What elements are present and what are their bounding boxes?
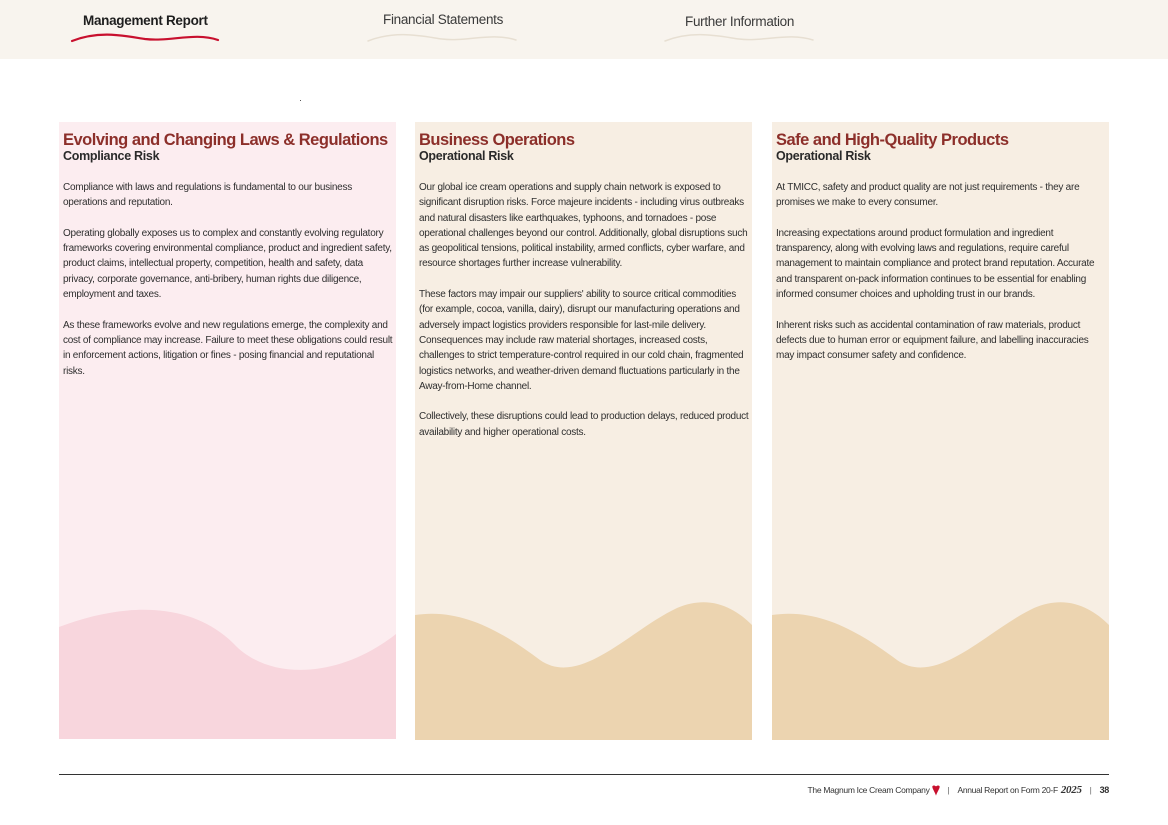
card-wave-decoration xyxy=(415,600,752,740)
card-title: Evolving and Changing Laws & Regulations xyxy=(63,131,388,149)
tab-underline xyxy=(663,32,815,44)
card-content xyxy=(419,131,749,455)
brand-heart-icon xyxy=(932,785,940,796)
risk-card-compliance xyxy=(59,122,396,739)
card-content xyxy=(776,131,1106,379)
footer-report-name: Annual Report on Form 20-F xyxy=(957,785,1058,795)
risk-card-business-operations xyxy=(415,122,752,740)
card-paragraph: These factors may impair our suppliers' ability to source critical commodities (for example, cocoa, vanilla, dairy), disrupt our manufacturing operations and adversely impact logistics providers responsible for last-mile delivery. Consequences may include raw material shortages, increased costs, challenges to strict temperature-control required in our cold chain, fragmented logistics networks, and weather-driven demand fluctuations particularly in the Away-from-Home channel. xyxy=(419,289,744,392)
tab-financial-statements[interactable] xyxy=(366,0,518,59)
card-paragraph: Inherent risks such as accidental contamination of raw materials, product defects due to human error or equipment failure, and labelling inaccuracies may impact consumer safety and confidence. xyxy=(776,319,1089,362)
tab-management-report[interactable] xyxy=(70,0,220,59)
card-paragraph: At TMICC, safety and product quality are not just requirements - they are promises we make to every consumer. xyxy=(776,182,1080,209)
card-paragraph: Collectively, these disruptions could lead to production delays, reduced product availability and higher operational costs. xyxy=(419,411,749,438)
tab-underline xyxy=(366,32,518,44)
card-paragraph: Increasing expectations around product formulation and ingredient transparency, along with evolving laws and regulations, require careful management to maintain compliance and protect brand reputation. Accurate and transparent on-pack information continues to be essential for enabling informed consumer choices and upholding trust in our brands. xyxy=(776,227,1095,301)
tab-label: Management Report xyxy=(83,13,208,28)
card-wave-decoration xyxy=(59,599,396,739)
tab-label: Financial Statements xyxy=(383,12,504,27)
card-subtitle: Operational Risk xyxy=(776,149,871,163)
risk-card-product-safety xyxy=(772,122,1109,740)
page-number: 38 xyxy=(1099,785,1109,795)
active-tab-underline xyxy=(70,32,220,44)
card-content xyxy=(63,131,393,394)
top-navigation-bar xyxy=(0,0,1168,59)
card-title: Safe and High-Quality Products xyxy=(776,131,1009,149)
card-paragraph: As these frameworks evolve and new regulations emerge, the complexity and cost of compliance may increase. Failure to meet these obligations could result in enforcement actions, litigation or fines - posing financial and reputational risks. xyxy=(63,319,393,377)
footer-divider xyxy=(59,774,1109,775)
page-footer xyxy=(808,784,1109,796)
stray-dot xyxy=(300,100,301,101)
tab-label: Further Information xyxy=(685,14,795,29)
footer-company-name: The Magnum Ice Cream Company xyxy=(807,785,930,795)
card-subtitle: Operational Risk xyxy=(419,149,514,163)
footer-separator: | xyxy=(947,785,950,795)
card-paragraph: Operating globally exposes us to complex and constantly evolving regulatory frameworks covering environmental compliance, product and ingredient safety, product claims, intellectual property, competition, health and safety, data privacy, corporate governance, anti-bribery, human rights due diligence, employment and taxes. xyxy=(63,227,392,301)
card-subtitle: Compliance Risk xyxy=(63,149,160,163)
footer-report-year: 2025 xyxy=(1060,784,1082,796)
card-paragraph: Our global ice cream operations and supply chain network is exposed to significant disruption risks. Force majeure incidents - including virus outbreaks and natural disasters like earthquakes, typhoons, and tornadoes - pose operational challenges beyond our control. Additionally, global disruptions such as geopolitical tensions, political instability, armed conflicts, cyber warfare, and resource shortages further increase vulnerability. xyxy=(419,182,748,270)
card-wave-decoration xyxy=(772,600,1109,740)
footer-separator: | xyxy=(1089,785,1092,795)
tab-further-information[interactable] xyxy=(663,0,815,59)
card-paragraph: Compliance with laws and regulations is fundamental to our business operations and reputation. xyxy=(63,182,352,209)
card-title: Business Operations xyxy=(419,131,575,149)
